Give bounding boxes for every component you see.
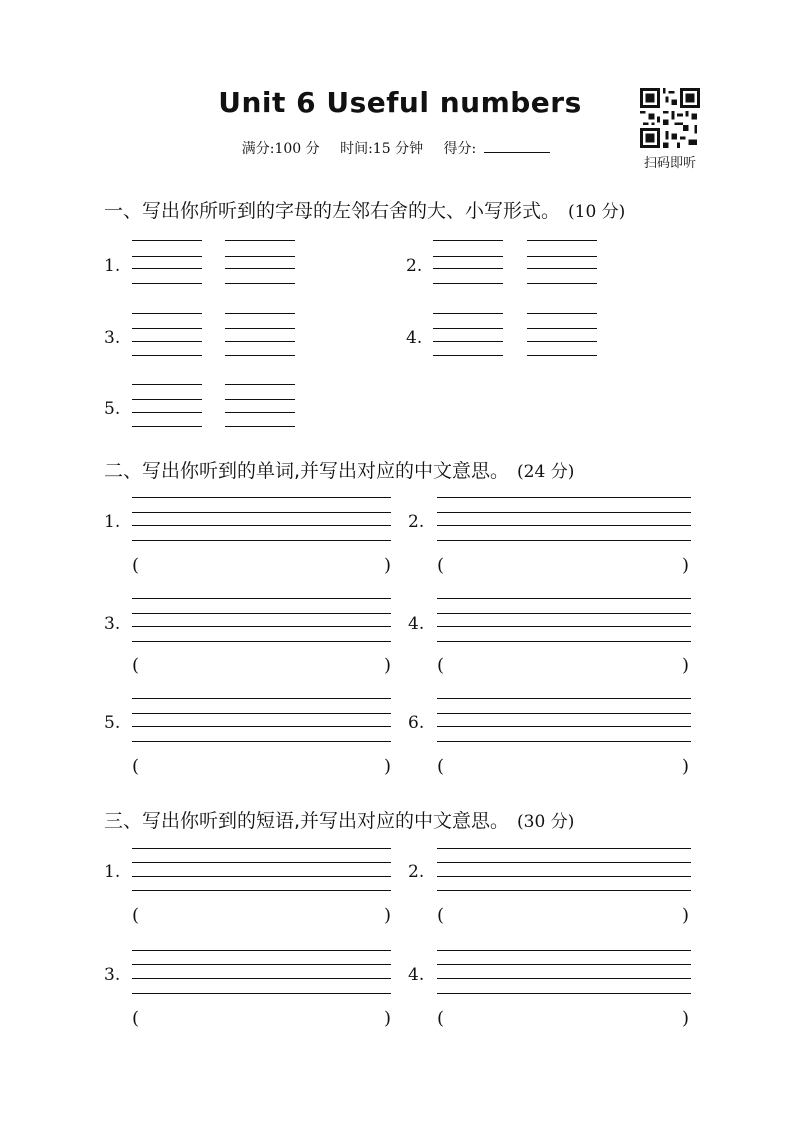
paren-open: ( <box>132 1008 140 1029</box>
full-score: 满分:100 分 <box>241 141 320 157</box>
paren-close: ) <box>682 655 690 676</box>
s2-item-number: 6. <box>408 713 425 733</box>
score-field: 得分: <box>444 141 559 157</box>
s2-item-number: 2. <box>408 512 425 532</box>
paren-open: ( <box>437 756 445 777</box>
time-limit: 时间:15 分钟 <box>340 141 424 157</box>
section-3-heading: 三、写出你听到的短语,并写出对应的中文意思。 (30 分) <box>104 810 575 832</box>
s2-item-number: 5. <box>104 713 121 733</box>
paren-open: ( <box>132 655 140 676</box>
s1-item-number: 1. <box>104 256 121 276</box>
s2-item-number: 4. <box>408 614 425 634</box>
s1-item-number: 3. <box>104 328 121 348</box>
page-title: Unit 6 Useful numbers <box>218 86 582 119</box>
score-blank[interactable] <box>484 140 550 153</box>
paren-close: ) <box>384 655 392 676</box>
paren-open: ( <box>132 555 140 576</box>
s3-item-number: 4. <box>408 965 425 985</box>
paren-close: ) <box>384 756 392 777</box>
paren-close: ) <box>682 1008 690 1029</box>
paren-open: ( <box>437 905 445 926</box>
paren-close: ) <box>384 905 392 926</box>
qr-caption: 扫码即听 <box>643 156 696 171</box>
paren-open: ( <box>437 555 445 576</box>
s1-item-number: 4. <box>406 328 423 348</box>
s3-item-number: 2. <box>408 862 425 882</box>
s3-item-number: 1. <box>104 862 121 882</box>
section-1-heading: 一、写出你所听到的字母的左邻右舍的大、小写形式。 (10 分) <box>104 200 626 222</box>
s2-item-number: 1. <box>104 512 121 532</box>
paren-open: ( <box>437 1008 445 1029</box>
paren-open: ( <box>437 655 445 676</box>
paren-close: ) <box>384 555 392 576</box>
paren-open: ( <box>132 905 140 926</box>
s1-item-number: 5. <box>104 399 121 419</box>
qr-code-icon <box>640 88 700 148</box>
paren-close: ) <box>682 756 690 777</box>
section-2-heading: 二、写出你听到的单词,并写出对应的中文意思。 (24 分) <box>104 460 575 482</box>
s3-item-number: 3. <box>104 965 121 985</box>
paren-close: ) <box>384 1008 392 1029</box>
paren-open: ( <box>132 756 140 777</box>
s1-item-number: 2. <box>406 256 423 276</box>
paren-close: ) <box>682 555 690 576</box>
paren-close: ) <box>682 905 690 926</box>
s2-item-number: 3. <box>104 614 121 634</box>
